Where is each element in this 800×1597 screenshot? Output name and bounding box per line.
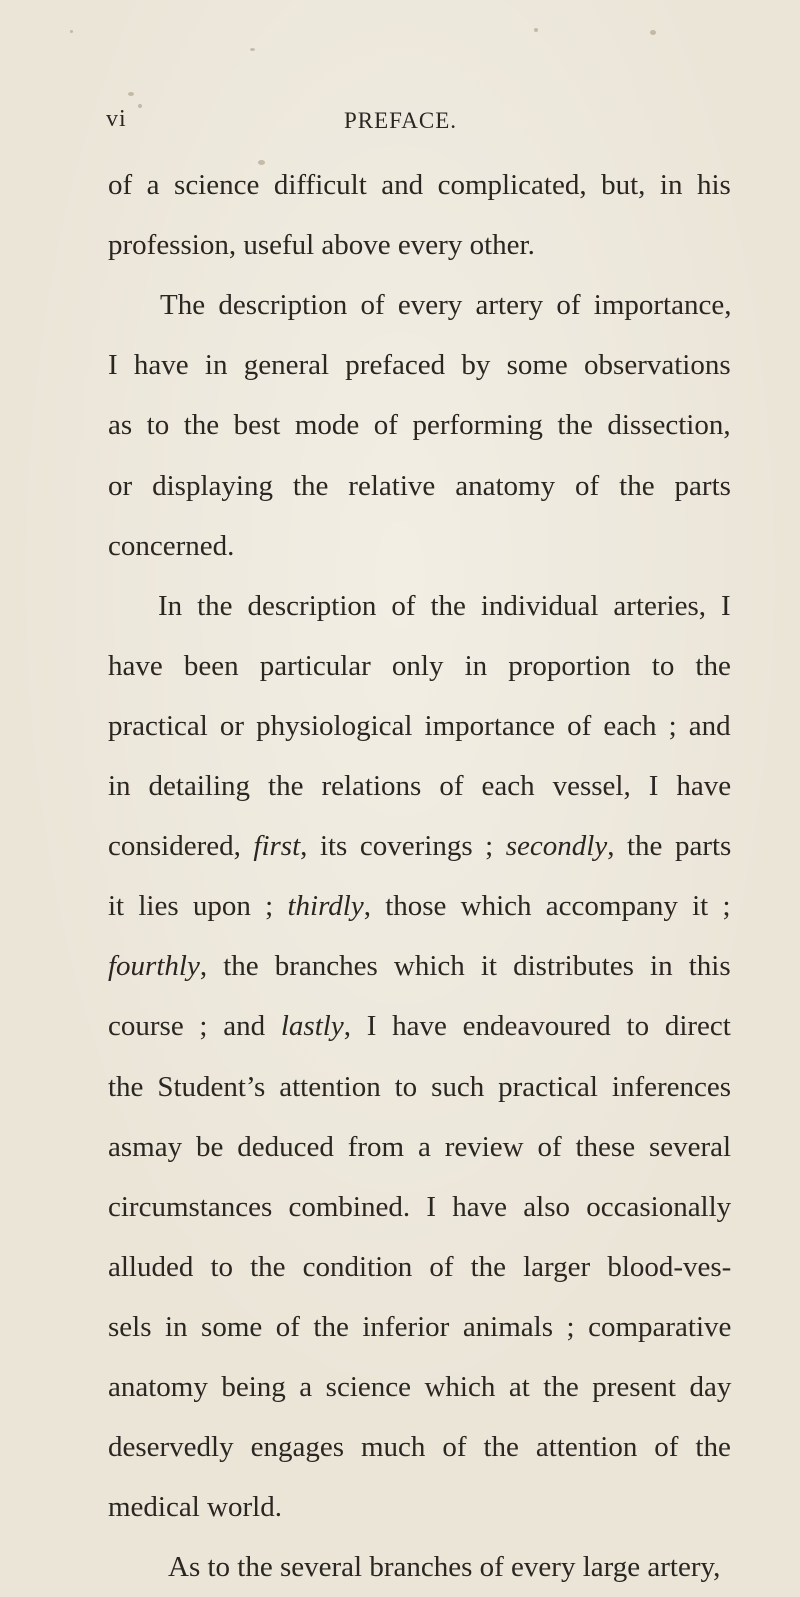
paper-speck xyxy=(70,30,73,33)
text-segment: I have in general prefaced by some observations xyxy=(108,349,731,382)
text-line xyxy=(108,816,731,876)
text-segment: alluded to the condition of the larger blood-ves- xyxy=(108,1250,732,1283)
text-line xyxy=(108,395,731,455)
text-segment: of a science difficult and complicated, but, in his xyxy=(108,169,731,201)
text-line xyxy=(108,215,535,275)
text-segment: considered, xyxy=(108,830,254,863)
text-line xyxy=(168,1537,720,1597)
text-segment: or displaying the relative anatomy of the parts xyxy=(108,469,731,502)
text-segment: as to the best mode of performing the dissection, xyxy=(108,409,731,442)
italic-text: thirdly xyxy=(287,890,364,923)
text-segment: in detailing the relations of each vessel, I have xyxy=(108,770,732,802)
text-line xyxy=(160,275,731,335)
text-segment: , its coverings ; xyxy=(300,830,506,863)
text-segment: concerned. xyxy=(108,529,235,562)
text-segment: the Student’s attention to such practical inferences xyxy=(108,1070,732,1103)
text-segment: deservedly engages much of the attention of the xyxy=(108,1431,731,1464)
text-segment: , the branches which it distributes in this xyxy=(199,950,731,983)
text-segment: sels in some of the inferior animals ; comparative xyxy=(108,1310,732,1343)
text-line xyxy=(108,1057,731,1117)
text-line xyxy=(108,1357,731,1417)
text-line xyxy=(108,756,731,816)
text-segment: In the description of the individual arteries, I xyxy=(158,589,731,622)
italic-text: lastly xyxy=(280,1010,344,1043)
text-segment: anatomy being a science which at the present day xyxy=(108,1371,732,1403)
text-line xyxy=(108,696,731,756)
text-segment: The description of every artery of importance, xyxy=(160,289,732,322)
italic-text: first xyxy=(253,830,301,863)
text-line xyxy=(108,1177,731,1237)
text-segment: , I have endeavoured to direct xyxy=(343,1010,731,1043)
text-line xyxy=(108,876,731,936)
text-line xyxy=(108,636,731,696)
text-line xyxy=(158,576,731,636)
text-line xyxy=(108,1417,731,1477)
text-line xyxy=(108,936,731,996)
text-segment: , those which accompany it ; xyxy=(363,890,731,923)
paper-speck xyxy=(128,92,134,96)
text-line xyxy=(108,1237,731,1297)
text-line xyxy=(108,1297,731,1357)
running-head: PREFACE. xyxy=(344,108,458,133)
page-header xyxy=(0,100,800,140)
text-line xyxy=(108,996,731,1056)
text-segment: , the parts xyxy=(607,830,732,863)
paper-speck xyxy=(650,30,656,35)
paper-speck xyxy=(534,28,538,32)
text-line xyxy=(108,456,731,516)
text-segment: have been particular only in proportion to the xyxy=(108,649,731,682)
text-segment: circumstances combined. I have also occasionally xyxy=(108,1190,732,1223)
text-segment: medical world. xyxy=(108,1491,282,1524)
text-line xyxy=(108,1117,731,1177)
paper-speck xyxy=(250,48,255,51)
text-segment: it lies upon ; xyxy=(108,890,288,923)
text-line xyxy=(108,1477,282,1537)
text-line xyxy=(108,155,731,215)
text-segment: course ; and xyxy=(108,1010,281,1043)
italic-text: fourthly xyxy=(108,950,200,983)
text-line xyxy=(108,516,234,576)
page-number: vi xyxy=(106,106,127,132)
text-segment: profession, useful above every other. xyxy=(108,229,535,262)
text-segment: practical or physiological importance of each ; and xyxy=(108,709,731,742)
text-segment: As to the several branches of every large artery, xyxy=(168,1551,721,1584)
italic-text: secondly xyxy=(505,830,608,863)
text-line xyxy=(108,335,731,395)
text-segment: asmay be deduced from a review of these several xyxy=(108,1130,732,1163)
